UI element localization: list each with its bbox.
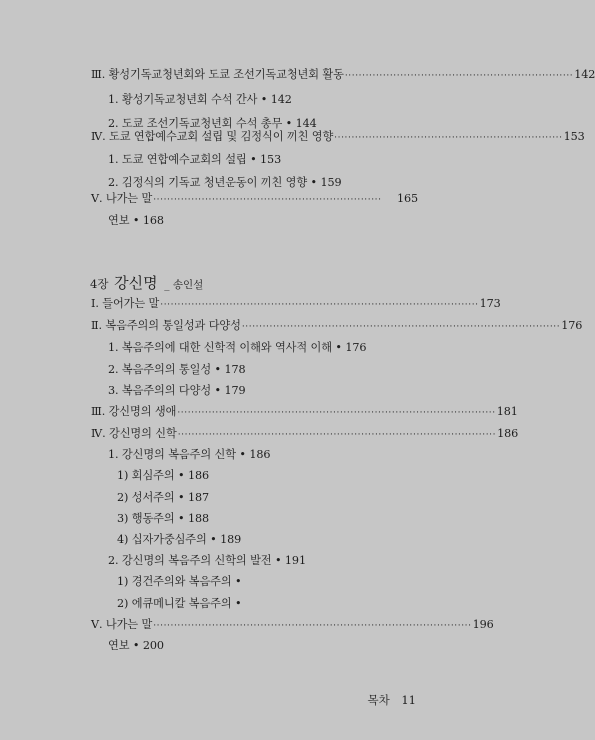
toc-subentry: 2. 강신명의 복음주의 신학의 발전 • 191: [108, 554, 306, 567]
toc-page-number: 186: [497, 427, 519, 440]
toc-subentry: 2. 복음주의의 통일성 • 178: [108, 363, 246, 376]
toc-subentry: 2. 김정식의 기독교 청년운동이 끼친 영향 • 159: [108, 176, 342, 189]
toc-subsubentry: 1) 경건주의와 복음주의 •: [117, 575, 242, 588]
chapter-title: 강신명: [114, 274, 158, 292]
toc-entry-label: Ⅳ. 강신명의 신학: [91, 427, 177, 440]
leader-dots: ··································································: [153, 195, 382, 205]
footer-label: 목차: [367, 693, 390, 707]
toc-subsubentry: 3) 행동주의 • 188: [117, 512, 210, 525]
toc-subentry: 2. 도쿄 조선기독교청년회 수석 총무 • 144: [108, 117, 317, 130]
toc-entry-section-1: [91, 296, 501, 313]
toc-entry-section-2: [91, 318, 583, 335]
chapter-heading: [90, 272, 203, 293]
toc-entry-section-3: [91, 67, 595, 84]
toc-chronology: 연보 • 200: [108, 639, 164, 652]
leader-dots: ··································································: [334, 133, 563, 143]
toc-page-number: 142: [574, 68, 595, 81]
toc-entry-label: Ⅴ. 나가는 말: [91, 618, 153, 631]
leader-dots: ····························································································: [177, 408, 496, 418]
toc-page-number: 173: [479, 297, 501, 310]
footer-page-number: 11: [401, 693, 416, 707]
toc-subentry: 1. 도쿄 연합예수교회의 설립 • 153: [108, 153, 282, 166]
toc-subentry: 1. 강신명의 복음주의 신학 • 186: [108, 448, 271, 461]
toc-page-number: 176: [561, 319, 583, 332]
toc-entry-section-3: [91, 404, 518, 421]
toc-page-number: 196: [472, 618, 494, 631]
leader-dots: ··································································: [344, 71, 574, 81]
toc-page-number: 165: [396, 192, 418, 205]
toc-entry-section-4: [91, 426, 519, 443]
toc-subentry: 3. 복음주의의 다양성 • 179: [108, 384, 246, 397]
toc-page-number: 181: [496, 405, 518, 418]
leader-dots: ····························································································: [160, 300, 479, 310]
toc-entry-section-5: [91, 617, 494, 634]
toc-entry-section-5: [91, 191, 418, 208]
toc-subentry: 1. 황성기독교청년회 수석 간사 • 142: [108, 93, 292, 106]
toc-entry-label: Ⅴ. 나가는 말: [91, 192, 153, 205]
toc-subsubentry: 4) 십자가중심주의 • 189: [117, 533, 242, 546]
leader-dots: ····························································································: [153, 621, 472, 631]
chapter-author: _ 송인설: [164, 279, 204, 291]
toc-subentry: 1. 복음주의에 대한 신학적 이해와 역사적 이해 • 176: [108, 341, 367, 354]
toc-chronology: 연보 • 168: [108, 214, 164, 227]
toc-entry-label: Ⅳ. 도쿄 연합예수교회 설립 및 김정식이 끼친 영향: [91, 130, 334, 143]
leader-dots: ····························································································: [241, 322, 561, 332]
toc-entry-label: Ⅰ. 들어가는 말: [91, 297, 160, 310]
leader-dots: ····························································································: [177, 430, 497, 440]
toc-subsubentry: 2) 에큐메니칼 복음주의 •: [117, 597, 242, 610]
toc-subsubentry: 1) 회심주의 • 186: [117, 469, 210, 482]
chapter-number: 4장: [90, 277, 109, 291]
toc-entry-section-4: [91, 129, 585, 146]
toc-page-number: 153: [563, 130, 585, 143]
page-footer: [367, 692, 416, 708]
toc-entry-label: Ⅲ. 황성기독교청년회와 도쿄 조선기독교청년회 활동: [91, 68, 344, 81]
toc-entry-label: Ⅲ. 강신명의 생애: [91, 405, 177, 418]
toc-entry-label: Ⅱ. 복음주의의 통일성과 다양성: [91, 319, 241, 332]
toc-subsubentry: 2) 성서주의 • 187: [117, 491, 210, 504]
